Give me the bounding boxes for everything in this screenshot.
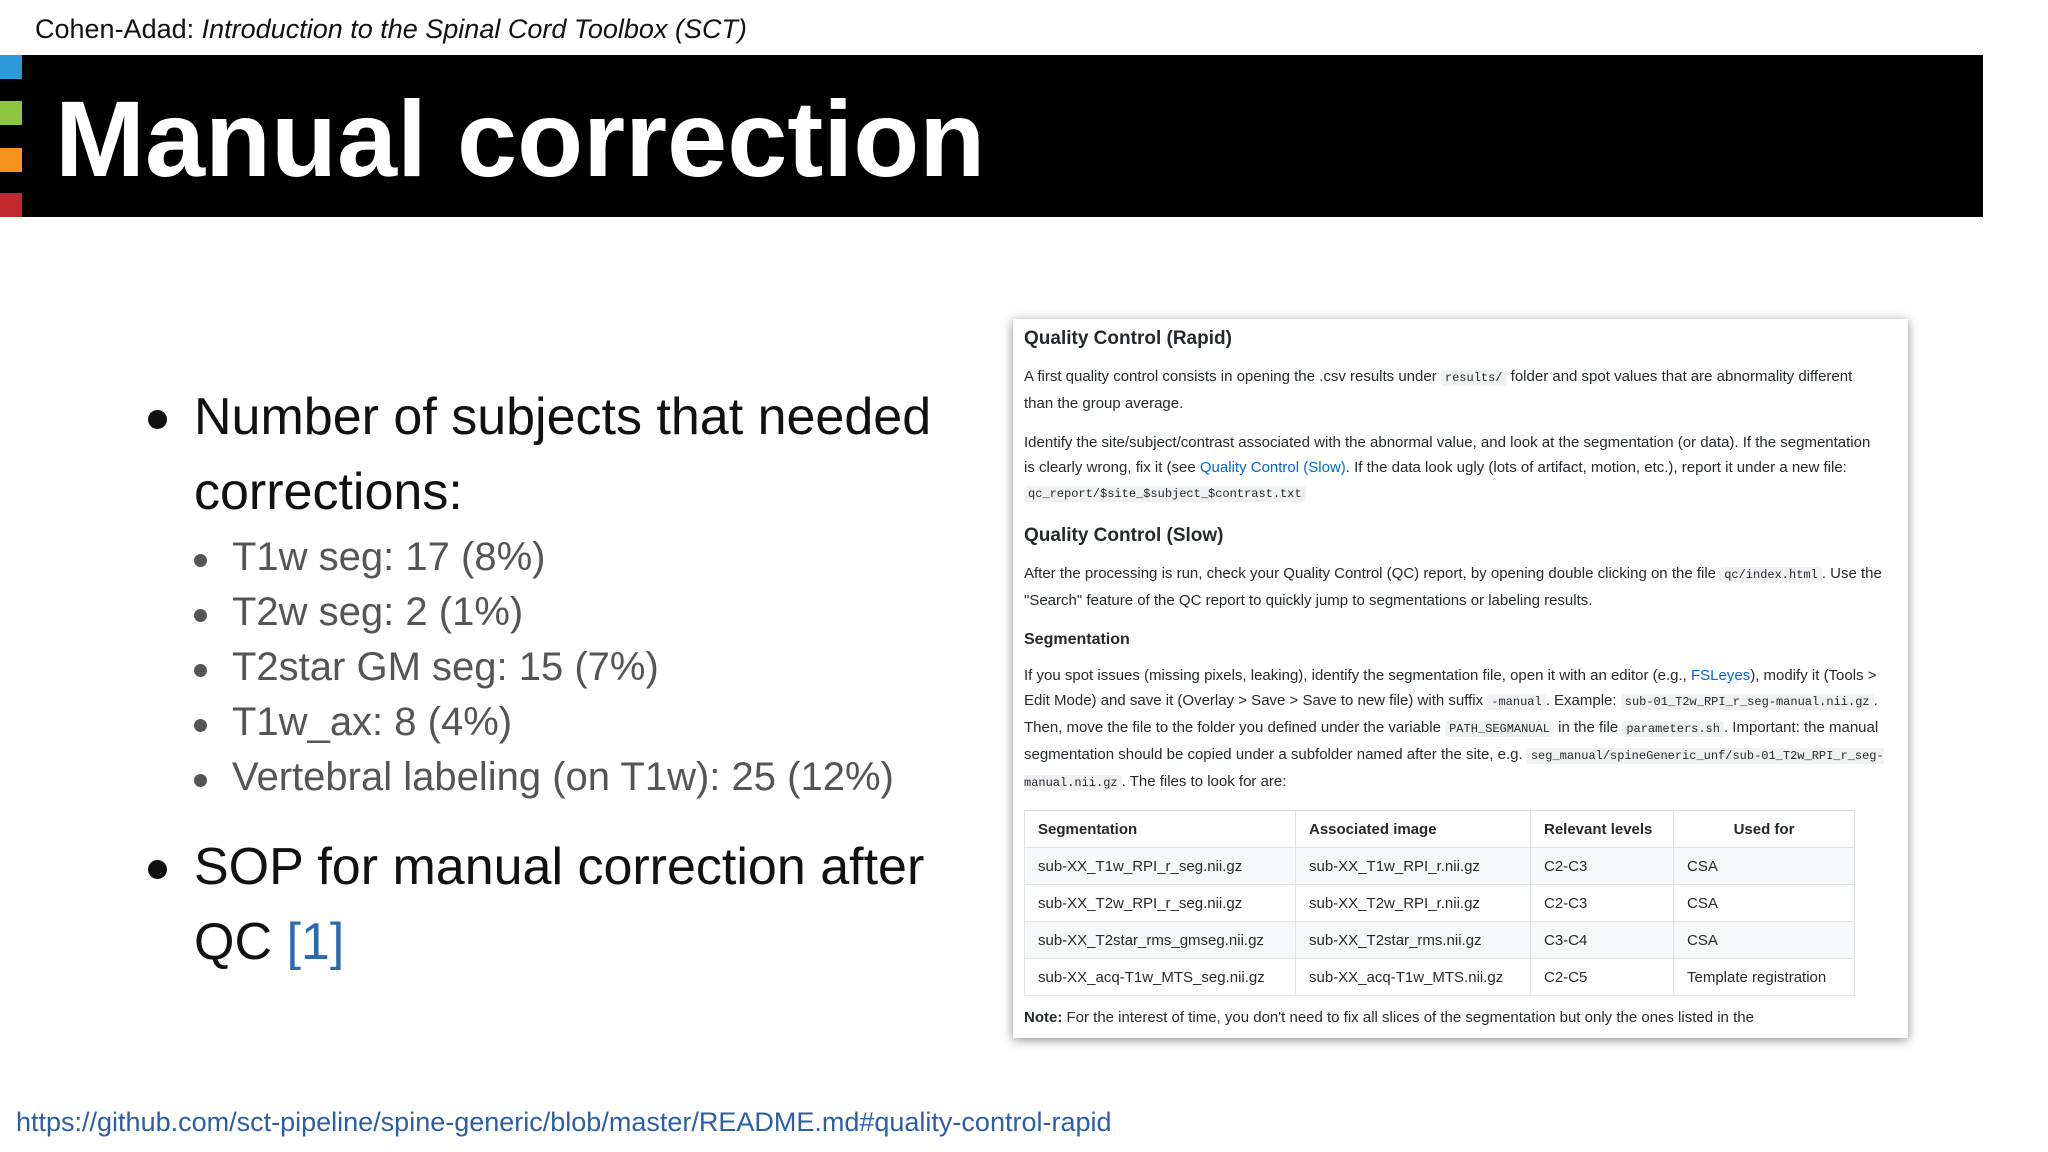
reference-link[interactable]: [1] <box>286 913 345 971</box>
note-text: For the interest of time, you don't need to fix all slices of the segmentation but only the ones listed in the <box>1066 1009 1754 1026</box>
inline-code: PATH_SEGMANUAL <box>1445 721 1554 737</box>
color-strip-orange <box>0 148 22 172</box>
inline-code: -manual <box>1487 694 1545 710</box>
text: . Use the "Search" feature of the QC report to quickly jump to segmentations or labeling results. <box>1024 565 1882 609</box>
slide-header-caption <box>35 14 747 45</box>
bullet-item <box>140 830 980 980</box>
bullet-item <box>140 380 980 530</box>
text: ), modify it (Tools > Edit Mode) and save it (Overlay > Save > Save to new file) with suffix <box>1024 667 1877 709</box>
text: folder and spot values that are abnormality different than the group average. <box>1024 368 1853 412</box>
link-fsleyes[interactable]: FSLeyes <box>1691 667 1751 684</box>
heading-qc-rapid: Quality Control (Rapid) <box>1024 328 1232 349</box>
table-cell: sub-XX_acq-T1w_MTS.nii.gz <box>1296 959 1531 996</box>
table-cell: C3-C4 <box>1531 922 1674 959</box>
table-cell: C2-C3 <box>1531 848 1674 885</box>
color-strip-green <box>0 101 22 125</box>
table-header: Associated image <box>1296 811 1531 848</box>
table-header: Relevant levels <box>1531 811 1674 848</box>
inline-code: sub-01_T2w_RPI_r_seg-manual.nii.gz <box>1621 694 1874 710</box>
color-strip-blue <box>0 55 22 79</box>
source-url-link[interactable]: https://github.com/sct-pipeline/spine-generic/blob/master/README.md#quality-control-rapid <box>16 1107 1112 1137</box>
text: in the file <box>1558 719 1619 736</box>
table-header-row <box>1025 811 1855 848</box>
text: If you spot issues (missing pixels, leaking), identify the segmentation file, open it with an editor (e.g., <box>1024 667 1687 684</box>
table-cell: sub-XX_acq-T1w_MTS_seg.nii.gz <box>1025 959 1296 996</box>
table-cell: sub-XX_T2w_RPI_r_seg.nii.gz <box>1025 885 1296 922</box>
bullet-dot <box>148 860 167 879</box>
sub-bullet-item <box>194 750 980 805</box>
text: . If the data look ugly (lots of artifact, motion, etc.), report it under a new file: <box>1345 459 1847 476</box>
note-label: Note: <box>1024 1009 1063 1026</box>
table-cell: sub-XX_T1w_RPI_r_seg.nii.gz <box>1025 848 1296 885</box>
text: . The files to look for are: <box>1121 773 1287 790</box>
slide-title: Manual correction <box>55 78 986 199</box>
text: A first quality control consists in opening the .csv results under <box>1024 368 1437 385</box>
author-name: Cohen-Adad: <box>35 14 195 44</box>
sub-bullet-text: T1w_ax: 8 (4%) <box>232 700 513 744</box>
table-row <box>1025 922 1855 959</box>
sub-bullet-list <box>194 530 980 805</box>
table-cell: sub-XX_T2star_rms_gmseg.nii.gz <box>1025 922 1296 959</box>
table-header: Segmentation <box>1025 811 1296 848</box>
sub-bullet-text: T2w seg: 2 (1%) <box>232 590 524 634</box>
sub-bullet-item <box>194 585 980 640</box>
text: . Then, move the file to the folder you defined under the variable <box>1024 692 1878 736</box>
table-row <box>1025 885 1855 922</box>
sub-bullet-text: T2star GM seg: 15 (7%) <box>232 645 659 689</box>
link-qc-slow[interactable]: Quality Control (Slow) <box>1199 459 1346 476</box>
table-row <box>1025 959 1855 996</box>
sub-bullet-item <box>194 695 980 750</box>
sub-bullet-dot <box>194 774 207 787</box>
bullet-list <box>140 380 980 980</box>
text: . Important: the manual segmentation should be copied under a subfolder named after the site, e.g. <box>1024 719 1879 763</box>
table-cell: C2-C3 <box>1531 885 1674 922</box>
paragraph <box>1024 364 1884 416</box>
text: Identify the site/subject/contrast associated with the abnormal value, and look at the segmentation (or data). If the segmentation is clearly wrong, fix it (see <box>1024 434 1871 476</box>
bullet-text: SOP for manual correction after QC <box>194 838 925 971</box>
color-strip-red <box>0 193 22 217</box>
sub-bullet-item <box>194 530 980 585</box>
bullet-dot <box>148 410 167 429</box>
note-paragraph <box>1024 1008 1884 1028</box>
inline-code: results/ <box>1441 370 1507 386</box>
table-cell: sub-XX_T1w_RPI_r.nii.gz <box>1296 848 1531 885</box>
inline-code: seg_manual/spineGeneric_unf/sub-01_T2w_RPI_r_seg-manual.nii.gz <box>1024 749 1884 790</box>
readme-screenshot <box>1013 319 1908 1038</box>
table-cell: sub-XX_T2w_RPI_r.nii.gz <box>1296 885 1531 922</box>
table-cell: CSA <box>1674 885 1855 922</box>
table-cell: sub-XX_T2star_rms.nii.gz <box>1296 922 1531 959</box>
paragraph <box>1024 663 1884 796</box>
table-cell: Template registration <box>1674 959 1855 996</box>
inline-code: qc/index.html <box>1720 567 1822 583</box>
inline-code: qc_report/$site_$subject_$contrast.txt <box>1024 486 1306 502</box>
text: . Example: <box>1545 692 1617 709</box>
sub-bullet-dot <box>194 554 207 567</box>
text: After the processing is run, check your Quality Control (QC) report, by opening double clicking on the file <box>1024 565 1717 582</box>
course-title: Introduction to the Spinal Cord Toolbox (SCT) <box>201 14 747 44</box>
sub-bullet-dot <box>194 664 207 677</box>
table-cell: C2-C5 <box>1531 959 1674 996</box>
table-row <box>1025 848 1855 885</box>
heading-qc-slow: Quality Control (Slow) <box>1024 525 1224 546</box>
table-header: Used for <box>1674 811 1855 848</box>
sub-bullet-dot <box>194 609 207 622</box>
heading-segmentation: Segmentation <box>1024 631 1130 648</box>
paragraph <box>1024 430 1884 507</box>
sub-bullet-item <box>194 640 980 695</box>
inline-code: parameters.sh <box>1622 721 1724 737</box>
paragraph <box>1024 561 1884 613</box>
bullet-text: Number of subjects that needed corrections: <box>194 388 932 521</box>
sub-bullet-text: T1w seg: 17 (8%) <box>232 535 546 579</box>
table-cell: CSA <box>1674 848 1855 885</box>
table-cell: CSA <box>1674 922 1855 959</box>
sub-bullet-text: Vertebral labeling (on T1w): 25 (12%) <box>232 755 894 799</box>
segmentation-table <box>1024 810 1855 996</box>
sub-bullet-dot <box>194 719 207 732</box>
